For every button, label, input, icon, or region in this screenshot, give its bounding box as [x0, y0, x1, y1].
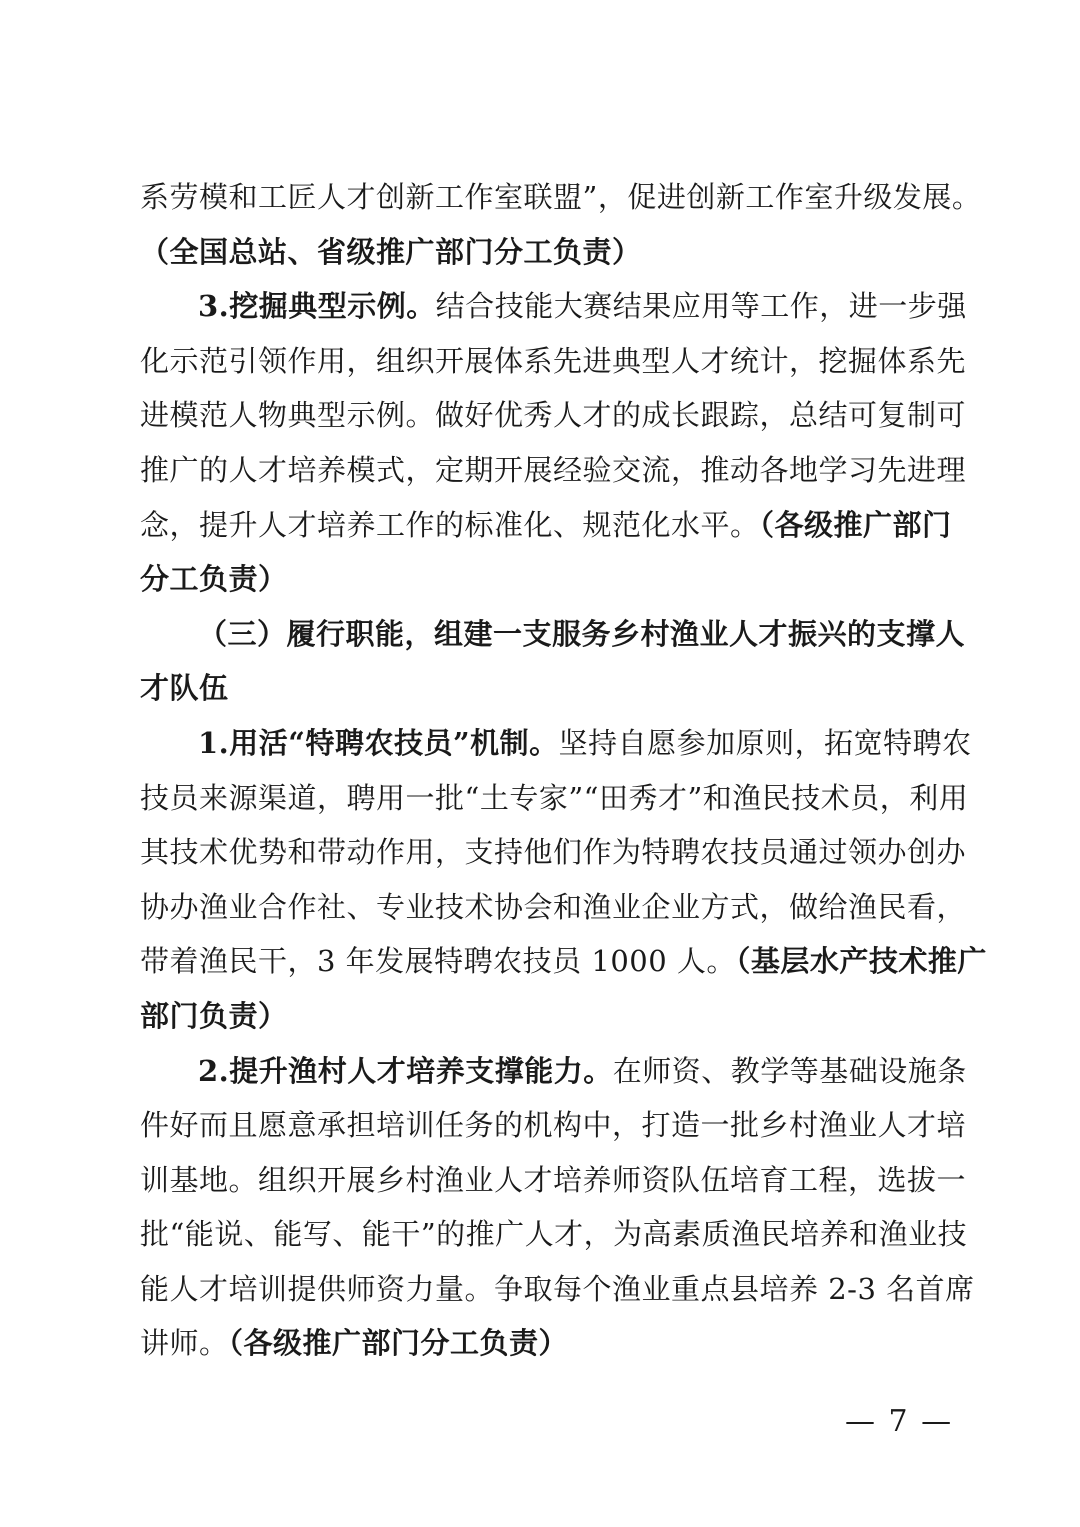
bold-text-run: （基层水产技术推广 — [735, 944, 987, 979]
text-line — [140, 498, 952, 553]
text-line — [140, 1207, 968, 1262]
bold-text-run: （全国总站、省级推广部门分工负责） — [140, 234, 642, 269]
text-line — [140, 716, 972, 771]
text-line — [140, 552, 940, 607]
text-line — [140, 880, 967, 935]
text-run: 训基地。组织开展乡村渔业人才培养师资队伍培育工程，选拔一 — [140, 1162, 967, 1197]
document-page — [140, 170, 987, 1371]
text-run: 结合技能大赛结果应用等工作，进一步强 — [435, 289, 967, 324]
text-line — [140, 771, 969, 826]
text-line — [140, 1044, 967, 1099]
bold-text-run: （各级推广部门分工负责） — [228, 1326, 569, 1361]
bold-text-run: （三）履行职能，组建一支服务乡村渔业人才振兴的支撑人 — [198, 616, 966, 651]
text-line — [140, 279, 967, 334]
text-line — [140, 225, 940, 280]
text-line — [140, 334, 967, 389]
text-run: 念，提升人才培养工作的标准化、规范化水平。 — [140, 507, 760, 542]
text-run: 推广的人才培养模式，定期开展经验交流，推动各地学习先进理 — [140, 452, 967, 487]
text-line — [140, 989, 940, 1044]
bold-text-run: 部门负责） — [140, 998, 288, 1033]
text-run: 批“能说、能写、能干”的推广人才，为高素质渔民培养和渔业技 — [140, 1217, 968, 1252]
text-line — [140, 443, 967, 498]
text-line — [140, 388, 967, 443]
text-run: 能人才培训提供师资力量。争取每个渔业重点县培养 2-3 名首席 — [140, 1271, 975, 1306]
text-run: 在师资、教学等基础设施条 — [612, 1053, 967, 1088]
text-run: 进模范人物典型示例。做好优秀人才的成长跟踪，总结可复制可 — [140, 398, 967, 433]
text-run: 协办渔业合作社、专业技术协会和渔业企业方式，做给渔民看， — [140, 889, 967, 924]
text-run: 系劳模和工匠人才创新工作室联盟”，促进创新工作室升级发展。 — [140, 180, 982, 214]
text-run: 坚持自愿参加原则，拓宽特聘农 — [558, 725, 972, 760]
text-run: 带着渔民干，3 年发展特聘农技员 1000 人。 — [140, 944, 736, 979]
text-line — [140, 1153, 967, 1208]
text-line — [140, 1316, 940, 1371]
bold-text-run: 才队伍 — [140, 671, 229, 706]
text-run: 其技术优势和带动作用，支持他们作为特聘农技员通过领办创办 — [140, 835, 967, 870]
text-line — [140, 607, 966, 662]
text-run: 讲师。 — [140, 1326, 229, 1361]
text-run: 化示范引领作用，组织开展体系先进典型人才统计，挖掘体系先 — [140, 343, 967, 378]
bold-text-run: 分工负责） — [140, 562, 288, 597]
text-line — [140, 1098, 967, 1153]
bold-text-run: （各级推广部门 — [759, 507, 952, 542]
text-run: 件好而且愿意承担培训任务的机构中，打造一批乡村渔业人才培 — [140, 1108, 967, 1143]
text-line — [140, 661, 940, 716]
bold-text-run: 1.用活“特聘农技员”机制。 — [198, 725, 559, 760]
text-line — [140, 1262, 975, 1317]
text-run: 技员来源渠道，聘用一批“土专家”“田秀才”和渔民技术员，利用 — [140, 780, 969, 815]
text-line — [140, 934, 987, 989]
text-line — [140, 825, 967, 880]
text-line — [140, 170, 982, 225]
page-number: — 7 — — [845, 1404, 954, 1439]
bold-text-run: 3.挖掘典型示例。 — [198, 289, 436, 324]
bold-text-run: 2.提升渔村人才培养支撑能力。 — [198, 1053, 613, 1088]
